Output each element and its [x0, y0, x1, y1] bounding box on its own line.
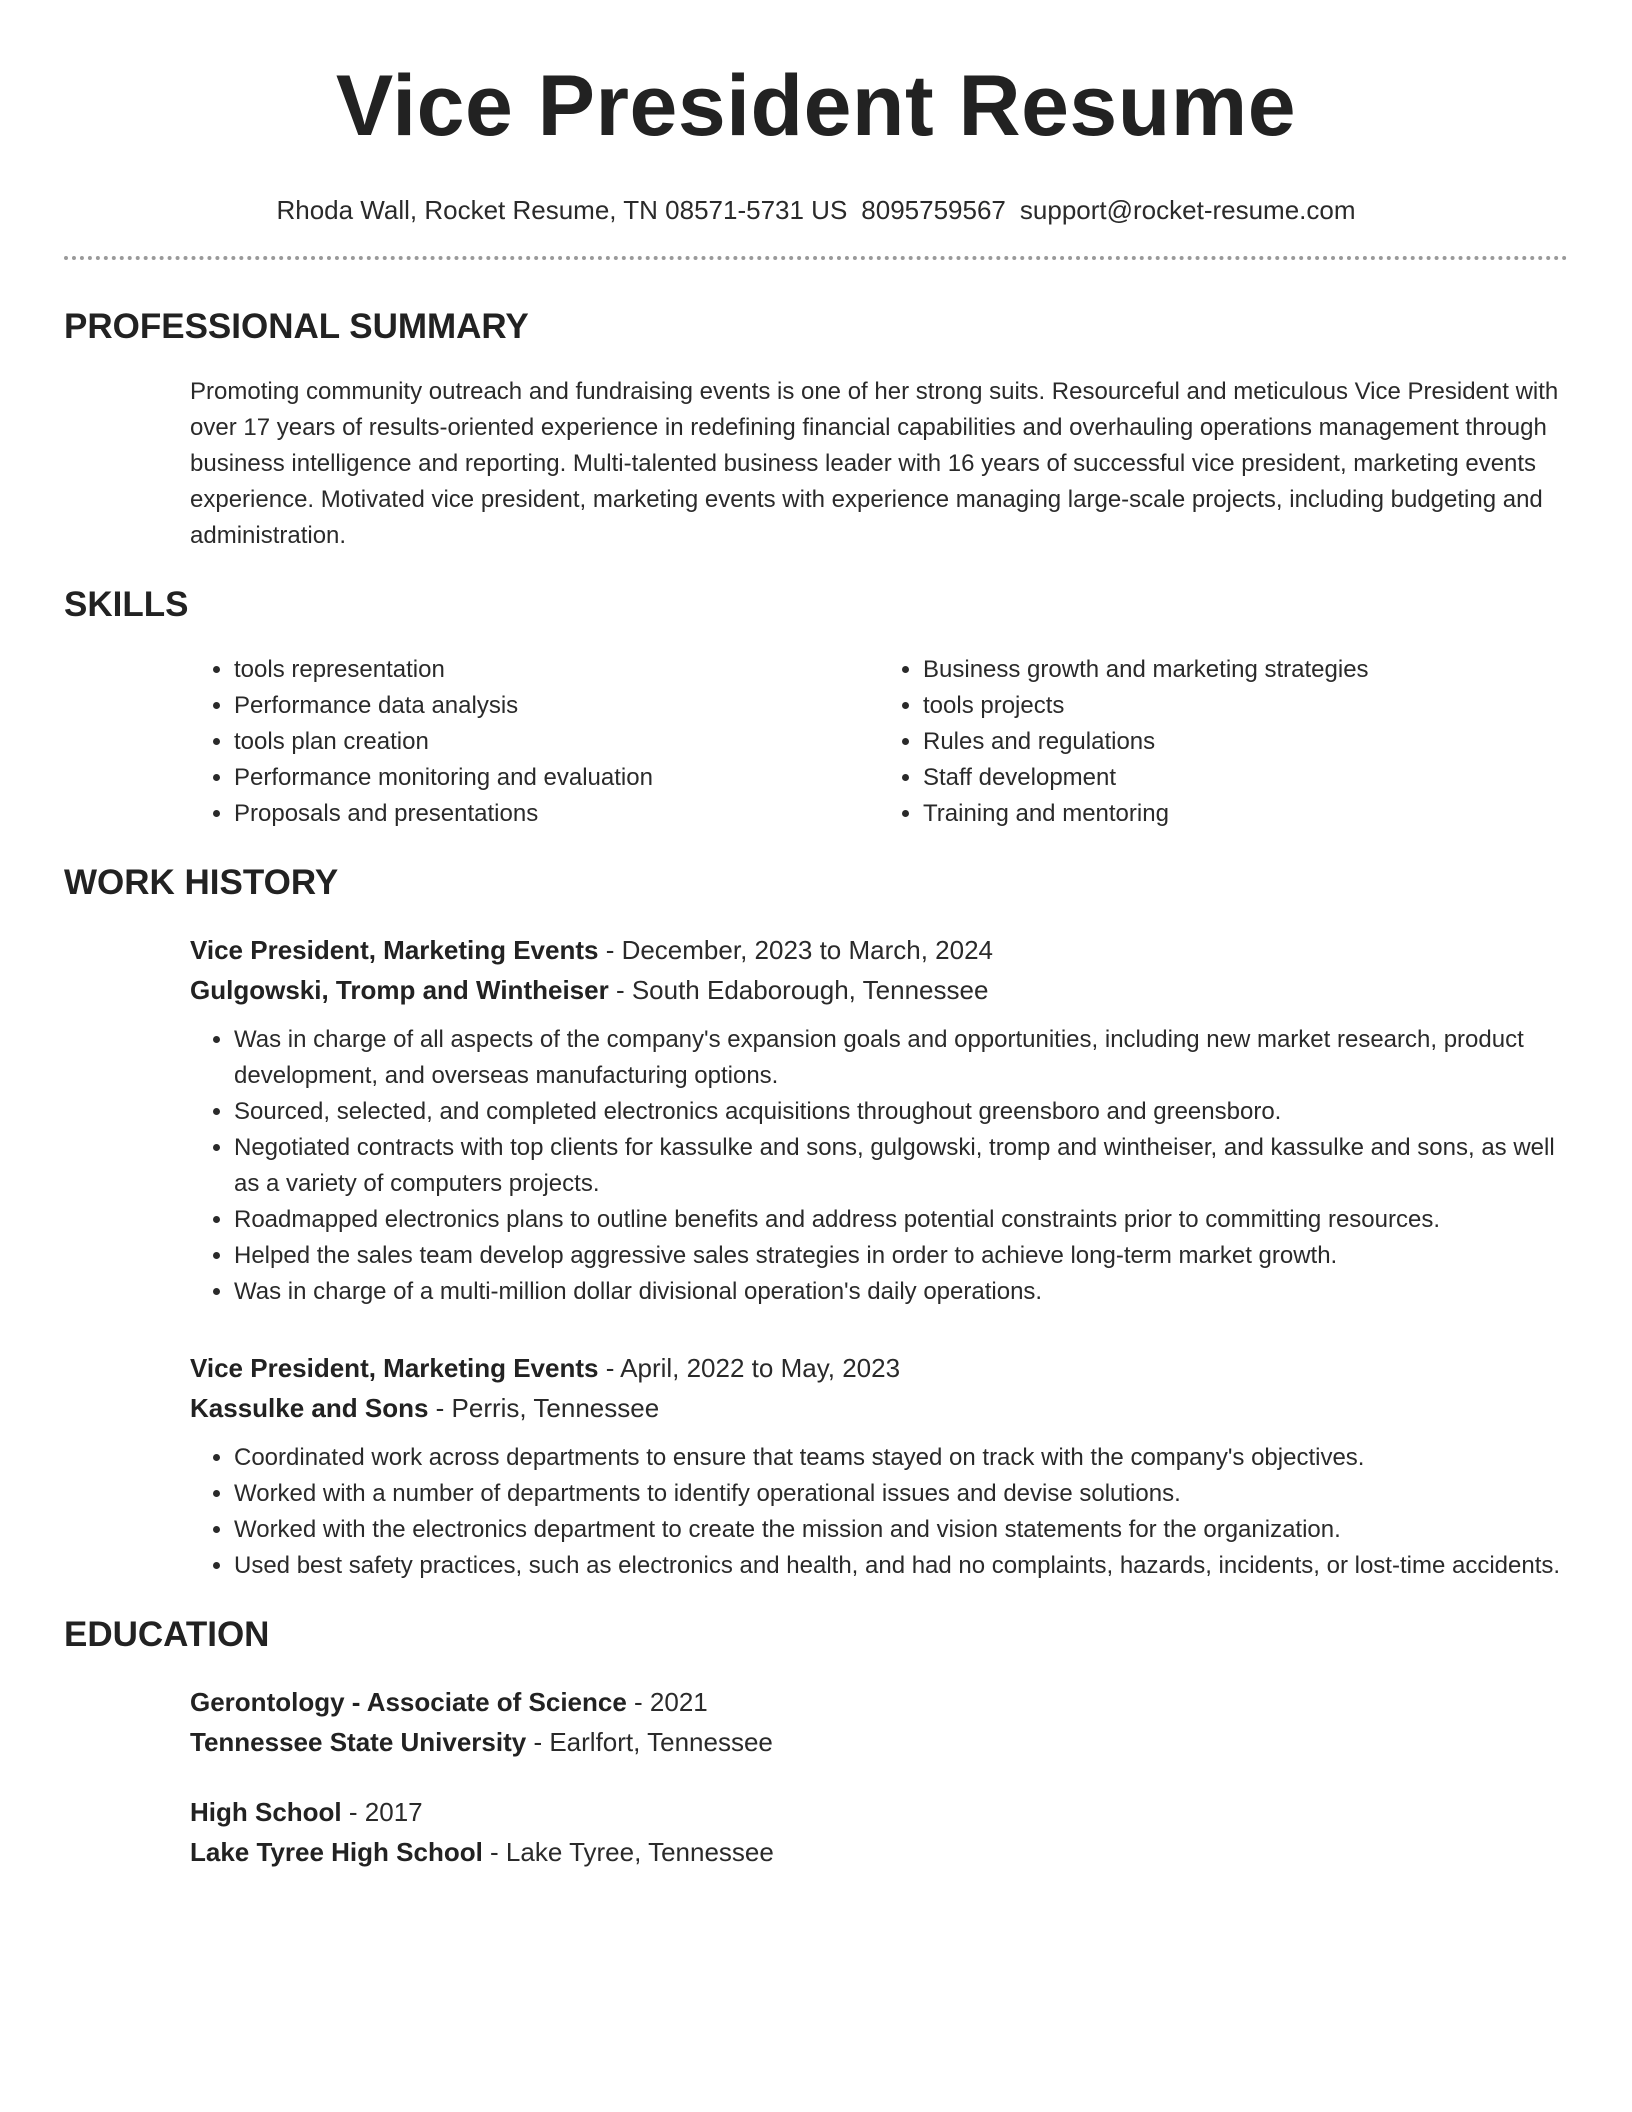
job-dates: - December, 2023 to March, 2024: [598, 935, 994, 965]
job-role: Vice President, Marketing Events: [190, 1353, 599, 1383]
job-bullet: • Roadmapped electronics plans to outline benefits and address potential constraints prior to committing resources.: [234, 1202, 1568, 1238]
edu-degree: High School: [190, 1797, 342, 1827]
job-bullet: • Negotiated contracts with top clients for kassulke and sons, gulgowski, tromp and wintheiser, and kassulke and sons, as well as a variety of computers projects.: [234, 1130, 1568, 1202]
education-section: [64, 1682, 1568, 1872]
job-location: - South Edaborough, Tennessee: [608, 975, 989, 1005]
skill-item: • Rules and regulations: [923, 724, 1568, 760]
summary-heading: PROFESSIONAL SUMMARY: [64, 307, 529, 346]
edu-school: Lake Tyree High School: [190, 1837, 483, 1867]
job-entry: [190, 1348, 1568, 1584]
job-dates: - April, 2022 to May, 2023: [598, 1353, 901, 1383]
contact-phone: 8095759567: [861, 195, 1006, 225]
skills-heading: SKILLS: [64, 585, 189, 624]
work-history-heading: WORK HISTORY: [64, 863, 339, 902]
job-bullet: • Was in charge of all aspects of the company's expansion goals and opportunities, including new market research, product development, and overseas manufacturing options.: [234, 1022, 1568, 1094]
job-role-line: [190, 930, 1568, 970]
job-role: Vice President, Marketing Events: [190, 935, 599, 965]
skill-item: • tools projects: [923, 688, 1568, 724]
job-company-line: [190, 970, 1568, 1010]
edu-year: - 2021: [626, 1687, 708, 1717]
edu-school-line: [190, 1722, 1568, 1762]
summary-text: Promoting community outreach and fundraising events is one of her strong suits. Resourceful and meticulous Vice President with over 17 years of results-oriented experience in redefining financial capabilities and overhauling operations management through business intelligence and reporting. Multi-talented business leader with 16 years of successful vice president, marketing events experience. Motivated vice president, marketing events with experience managing large-scale projects, including budgeting and administration.: [190, 378, 1559, 549]
skills-list-right: [879, 652, 1568, 832]
contact-email: support@rocket-resume.com: [1019, 195, 1356, 225]
job-bullet: • Used best safety practices, such as electronics and health, and had no complaints, hazards, incidents, or lost-time accidents.: [234, 1548, 1568, 1584]
job-bullet: • Sourced, selected, and completed electronics acquisitions throughout greensboro and greensboro.: [234, 1094, 1568, 1130]
job-location: - Perris, Tennessee: [428, 1393, 660, 1423]
education-entry: [190, 1792, 1568, 1872]
resume-title: Vice President Resume: [335, 58, 1297, 154]
edu-location: - Lake Tyree, Tennessee: [482, 1837, 774, 1867]
job-bullets: [190, 1022, 1568, 1310]
skill-item: • Proposals and presentations: [234, 796, 879, 832]
edu-degree-line: [190, 1682, 1568, 1722]
job-company: Gulgowski, Tromp and Wintheiser: [190, 975, 609, 1005]
job-bullets: [190, 1440, 1568, 1584]
edu-school: Tennessee State University: [190, 1727, 527, 1757]
job-entry: [190, 930, 1568, 1310]
contact-line: [64, 194, 1568, 226]
job-bullet: • Coordinated work across departments to ensure that teams stayed on track with the company's objectives.: [234, 1440, 1568, 1476]
header-divider: [64, 256, 1568, 260]
job-bullet: • Was in charge of a multi-million dollar divisional operation's daily operations.: [234, 1274, 1568, 1310]
edu-school-line: [190, 1832, 1568, 1872]
job-bullet: • Helped the sales team develop aggressive sales strategies in order to achieve long-term market growth.: [234, 1238, 1568, 1274]
education-heading: EDUCATION: [64, 1615, 270, 1654]
skill-item: • Training and mentoring: [923, 796, 1568, 832]
skill-item: • tools representation: [234, 652, 879, 688]
edu-degree-line: [190, 1792, 1568, 1832]
contact-address: Rhoda Wall, Rocket Resume, TN 08571-5731 US: [276, 195, 848, 225]
skills-columns: [190, 652, 1568, 832]
job-company-line: [190, 1388, 1568, 1428]
job-company: Kassulke and Sons: [190, 1393, 429, 1423]
skill-item: • Staff development: [923, 760, 1568, 796]
job-bullet: • Worked with the electronics department to create the mission and vision statements for the organization.: [234, 1512, 1568, 1548]
work-history-section: [64, 930, 1568, 1584]
job-bullet: • Worked with a number of departments to identify operational issues and devise solutions.: [234, 1476, 1568, 1512]
skill-item: • tools plan creation: [234, 724, 879, 760]
skill-item: • Performance data analysis: [234, 688, 879, 724]
edu-location: - Earlfort, Tennessee: [526, 1727, 773, 1757]
skill-item: • Business growth and marketing strategies: [923, 652, 1568, 688]
education-entry: [190, 1682, 1568, 1762]
skills-section: [64, 652, 1568, 832]
skill-item: • Performance monitoring and evaluation: [234, 760, 879, 796]
skills-list-left: [190, 652, 879, 832]
edu-degree: Gerontology - Associate of Science: [190, 1687, 627, 1717]
job-role-line: [190, 1348, 1568, 1388]
edu-year: - 2017: [341, 1797, 423, 1827]
